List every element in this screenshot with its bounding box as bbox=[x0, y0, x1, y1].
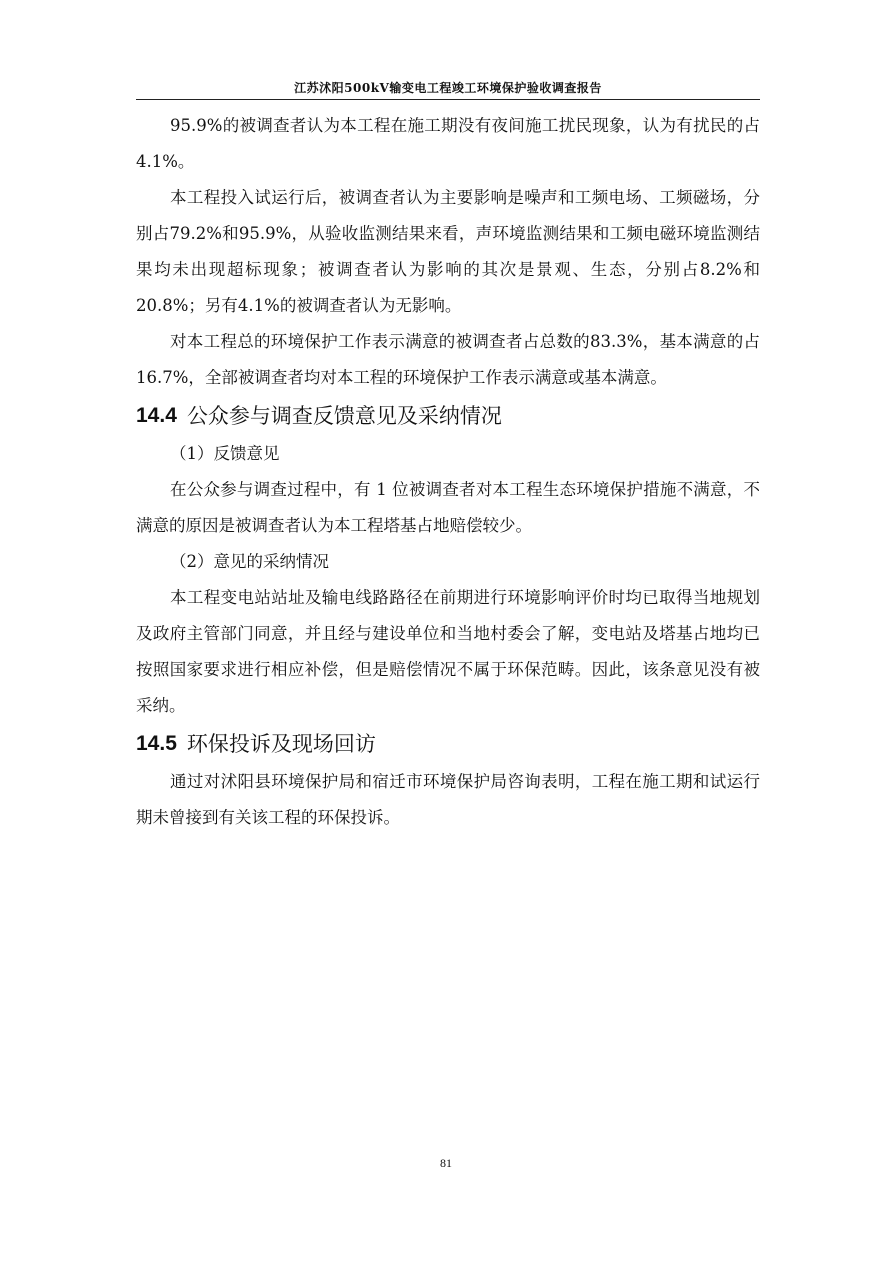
section-heading-14-4 bbox=[136, 396, 760, 436]
paragraph-survey-night-construction: 95.9%的被调查者认为本工程在施工期没有夜间施工扰民现象，认为有扰民的占4.1%。 bbox=[136, 116, 760, 171]
paragraph-survey-main-impacts: 本工程投入试运行后，被调查者认为主要影响是噪声和工频电场、工频磁场，分别占79.2%和95.9%，从验收监测结果来看，声环境监测结果和工频电磁环境监测结果均未出现超标现象；被调查者认为影响的其次是景观、生态，分别占8.2%和20.8%；另有4.1%的被调查者认为无影响。 bbox=[136, 188, 760, 315]
subheading-adoption: （2）意见的采纳情况 bbox=[170, 552, 329, 571]
report-header-title: 江苏沭阳500kV输变电工程竣工环境保护验收调查报告 bbox=[294, 81, 602, 95]
section-title: 公众参与调查反馈意见及采纳情况 bbox=[186, 404, 502, 428]
paragraph-survey-satisfaction: 对本工程总的环境保护工作表示满意的被调查者占总数的83.3%，基本满意的占16.7%，全部被调查者均对本工程的环境保护工作表示满意或基本满意。 bbox=[136, 332, 760, 387]
section-number: 14.4 bbox=[136, 404, 177, 427]
paragraph-feedback: 在公众参与调查过程中，有 1 位被调查者对本工程生态环境保护措施不满意，不满意的原因是被调查者认为本工程塔基占地赔偿较少。 bbox=[136, 480, 760, 535]
section-heading-14-5 bbox=[136, 724, 760, 764]
header-divider bbox=[136, 99, 760, 100]
section-number: 14.5 bbox=[136, 732, 177, 755]
section-title: 环保投诉及现场回访 bbox=[186, 732, 376, 756]
page-number: 81 bbox=[440, 1156, 452, 1170]
subheading-feedback: （1）反馈意见 bbox=[170, 444, 280, 463]
page-body bbox=[136, 108, 760, 836]
paragraph-complaints: 通过对沭阳县环境保护局和宿迁市环境保护局咨询表明，工程在施工期和试运行期未曾接到有关该工程的环保投诉。 bbox=[136, 772, 760, 827]
paragraph-adoption: 本工程变电站站址及输电线路路径在前期进行环境影响评价时均已取得当地规划及政府主管部门同意，并且经与建设单位和当地村委会了解，变电站及塔基占地均已按照国家要求进行相应补偿，但是赔偿情况不属于环保范畴。因此，该条意见没有被采纳。 bbox=[136, 588, 760, 715]
